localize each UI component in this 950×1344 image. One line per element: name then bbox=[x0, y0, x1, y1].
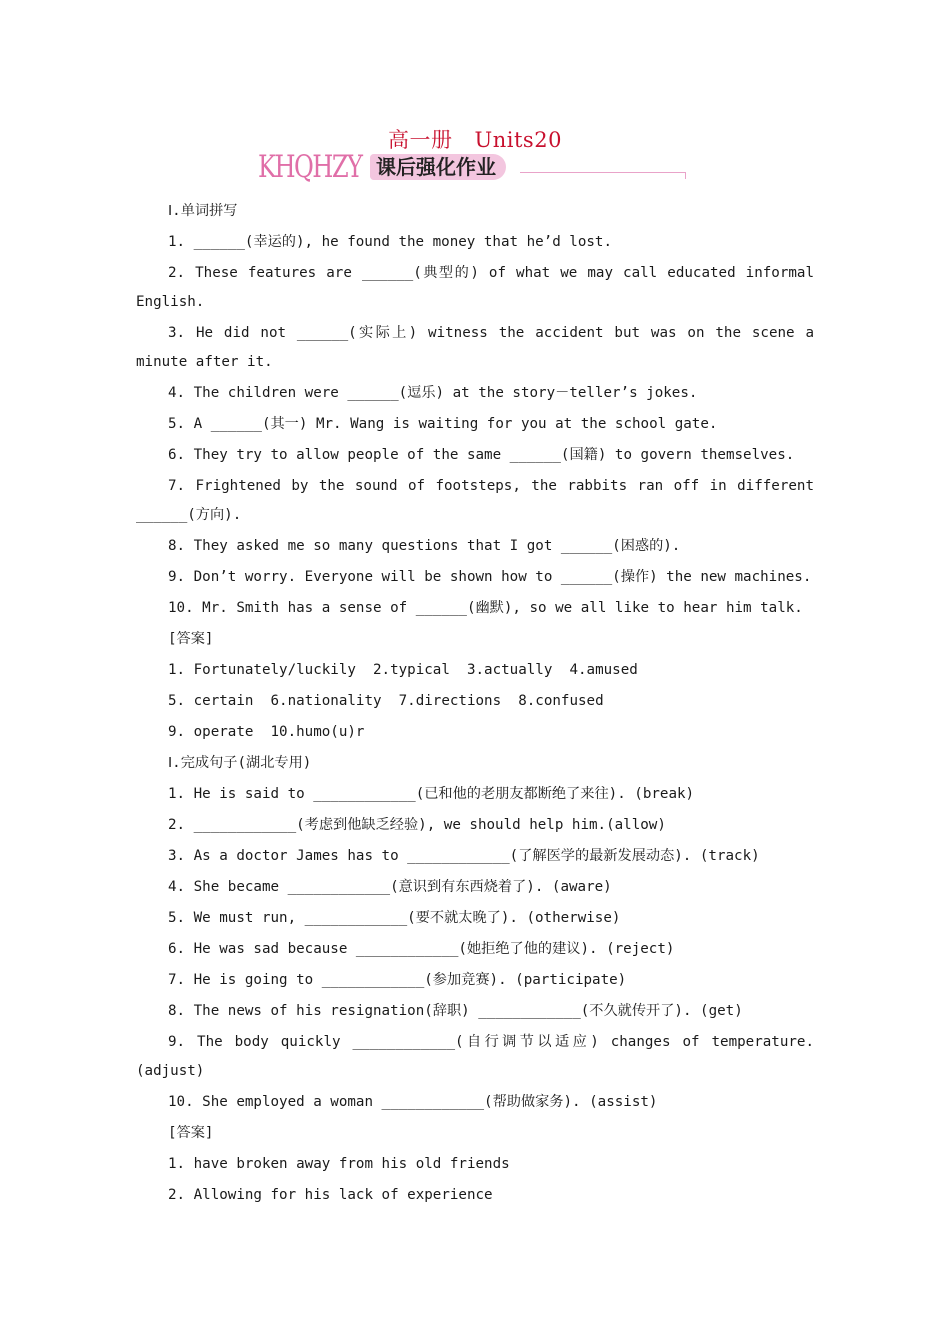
banner-tick bbox=[685, 172, 686, 179]
title-units: Units20 bbox=[474, 128, 562, 152]
banner-rule bbox=[520, 172, 686, 173]
question-item: 8. They asked me so many questions that I got ______(困惑的). bbox=[168, 538, 681, 554]
question-item: 10. She employed a woman ____________(帮助做家务). (assist) bbox=[168, 1094, 658, 1110]
question-item: 3. As a doctor James has to ____________(了解医学的最新发展动态). (track) bbox=[168, 848, 760, 864]
section-heading-spelling: Ⅰ.单词拼写 bbox=[168, 203, 238, 219]
question-item: 6. They try to allow people of the same ______(国籍) to govern themselves. bbox=[168, 447, 795, 463]
question-item: 1. ______(幸运的), he found the money that he’d lost. bbox=[168, 234, 613, 250]
answer-line: 9. operate 10.humo(u)r bbox=[168, 724, 365, 740]
answer-line: 1. Fortunately/luckily 2.typical 3.actually 4.amused bbox=[168, 662, 638, 678]
homework-banner bbox=[258, 150, 698, 186]
question-item: 4. The children were ______(逗乐) at the story－teller’s jokes. bbox=[168, 385, 698, 401]
question-item: 2. ____________(考虑到他缺乏经验), we should help him.(allow) bbox=[168, 817, 666, 833]
question-item: 2. These features are ______(典型的) of what we may call educated informal English. bbox=[136, 265, 814, 310]
answer-label: [答案] bbox=[168, 1125, 214, 1141]
question-item: 5. We must run, ____________(要不就太晚了). (otherwise) bbox=[168, 910, 621, 926]
question-item: 8. The news of his resignation(辞职) ____________(不久就传开了). (get) bbox=[168, 1003, 743, 1019]
question-item: 7. Frightened by the sound of footsteps, the rabbits ran off in different ______(方向). bbox=[136, 478, 814, 523]
question-item: 4. She became ____________(意识到有东西烧着了). (aware) bbox=[168, 879, 612, 895]
banner-logo: KHQHZY bbox=[258, 149, 362, 185]
answer-label: [答案] bbox=[168, 631, 214, 647]
question-item: 10. Mr. Smith has a sense of ______(幽默), so we all like to hear him talk. bbox=[168, 600, 803, 616]
question-item: 5. A ______(其一) Mr. Wang is waiting for you at the school gate. bbox=[168, 416, 718, 432]
question-item: 1. He is said to ____________(已和他的老朋友都断绝了来往). (break) bbox=[168, 786, 695, 802]
banner-tag: 课后强化作业 bbox=[370, 154, 506, 180]
answer-line: 5. certain 6.nationality 7.directions 8.confused bbox=[168, 693, 604, 709]
answer-line: 1. have broken away from his old friends bbox=[168, 1156, 510, 1172]
exercise-content bbox=[136, 196, 814, 1211]
question-item: 7. He is going to ____________(参加竞赛). (participate) bbox=[168, 972, 627, 988]
question-item: 3. He did not ______(实际上) witness the accident but was on the scene a minute after it. bbox=[136, 325, 814, 370]
question-item: 9. Don’t worry. Everyone will be shown how to ______(操作) the new machines. bbox=[168, 569, 812, 585]
title-book: 高一册 bbox=[388, 128, 453, 152]
answer-line: 2. Allowing for his lack of experience bbox=[168, 1187, 493, 1203]
section-heading-sentences: Ⅰ.完成句子(湖北专用) bbox=[168, 755, 312, 771]
question-item: 9. The body quickly ____________(自行调节以适应) changes of temperature. (adjust) bbox=[136, 1034, 814, 1079]
question-item: 6. He was sad because ____________(她拒绝了他的建议). (reject) bbox=[168, 941, 675, 957]
